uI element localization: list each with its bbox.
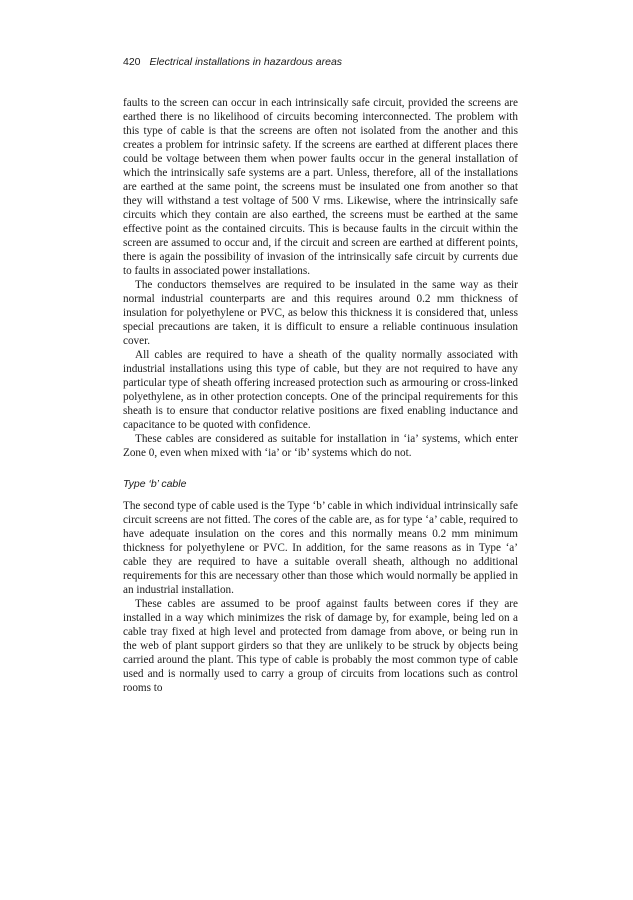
- running-header: [123, 56, 342, 68]
- paragraph: These cables are considered as suitable for installation in ‘ia’ systems, which enter Zone 0, even when mixed with ‘ia’ or ‘ib’ systems which do not.: [123, 433, 518, 459]
- page-number: 420: [123, 56, 141, 68]
- running-title: Electrical installations in hazardous areas: [149, 56, 343, 68]
- paragraph: The second type of cable used is the Type ‘b’ cable in which individual intrinsically safe circuit screens are not fitted. The cores of the cable are, as for type ‘a’ cable, required to have adequate insulation on the cores and this normally means 0.2 mm minimum thickness for polyethylene or PVC. In addition, for the same reasons as in Type ‘a’ cable they are required to have a suitable overall sheath, although no additional requirements for this are necessary other than those which would normally be applied in an industrial installation.: [123, 500, 518, 596]
- paragraph: All cables are required to have a sheath of the quality normally associated with industrial installations using this type of cable, but they are not required to have any particular type of sheath offering increased protection such as armouring or cross-linked polyethylene, as in other protection concepts. One of the principal requirements for this sheath is to ensure that conductor relative positions are fixed enabling inductance and capacitance to be quoted with confidence.: [123, 349, 518, 431]
- paragraph: These cables are assumed to be proof against faults between cores if they are installed in a way which minimizes the risk of damage by, for example, being led on a cable tray fixed at high level and protected from damage from above, or being run in the web of plant support girders so that they are unlikely to be struck by objects being carried around the plant. This type of cable is probably the most common type of cable used and is normally used to carry a group of circuits from locations such as control rooms to: [123, 598, 518, 694]
- paragraph: faults to the screen can occur in each intrinsically safe circuit, provided the screens are earthed there is no likelihood of circuits becoming interconnected. The problem with this type of cable is that the screens are often not isolated from the another and this creates a problem for intrinsic safety. If the screens are earthed at different places there could be voltage between them when power faults occur in the general installation of which the intrinsically safe systems are a part. Unless, therefore, all of the installations are earthed at the same point, the screens must be insulated one from another so that they will withstand a test voltage of 500 V rms. Likewise, where the intrinsically safe circuits which they contain are also earthed, the screens must be earthed at the same effective point as the contained circuits. This is because faults in the circuit within the screen are assumed to occur and, if the circuit and screen are earthed at different points, there is again the possibility of invasion of the intrinsically safe circuit by currents due to faults in associated power installations.: [123, 97, 518, 277]
- paragraph: The conductors themselves are required to be insulated in the same way as their normal industrial counterparts are and this requires around 0.2 mm thickness of insulation for polyethylene or PVC, as below this thickness it is considered that, unless special precautions are taken, it is difficult to ensure a reliable continuous insulation cover.: [123, 279, 518, 347]
- section-heading: Type ‘b’ cable: [123, 478, 187, 490]
- body-text: [123, 96, 518, 695]
